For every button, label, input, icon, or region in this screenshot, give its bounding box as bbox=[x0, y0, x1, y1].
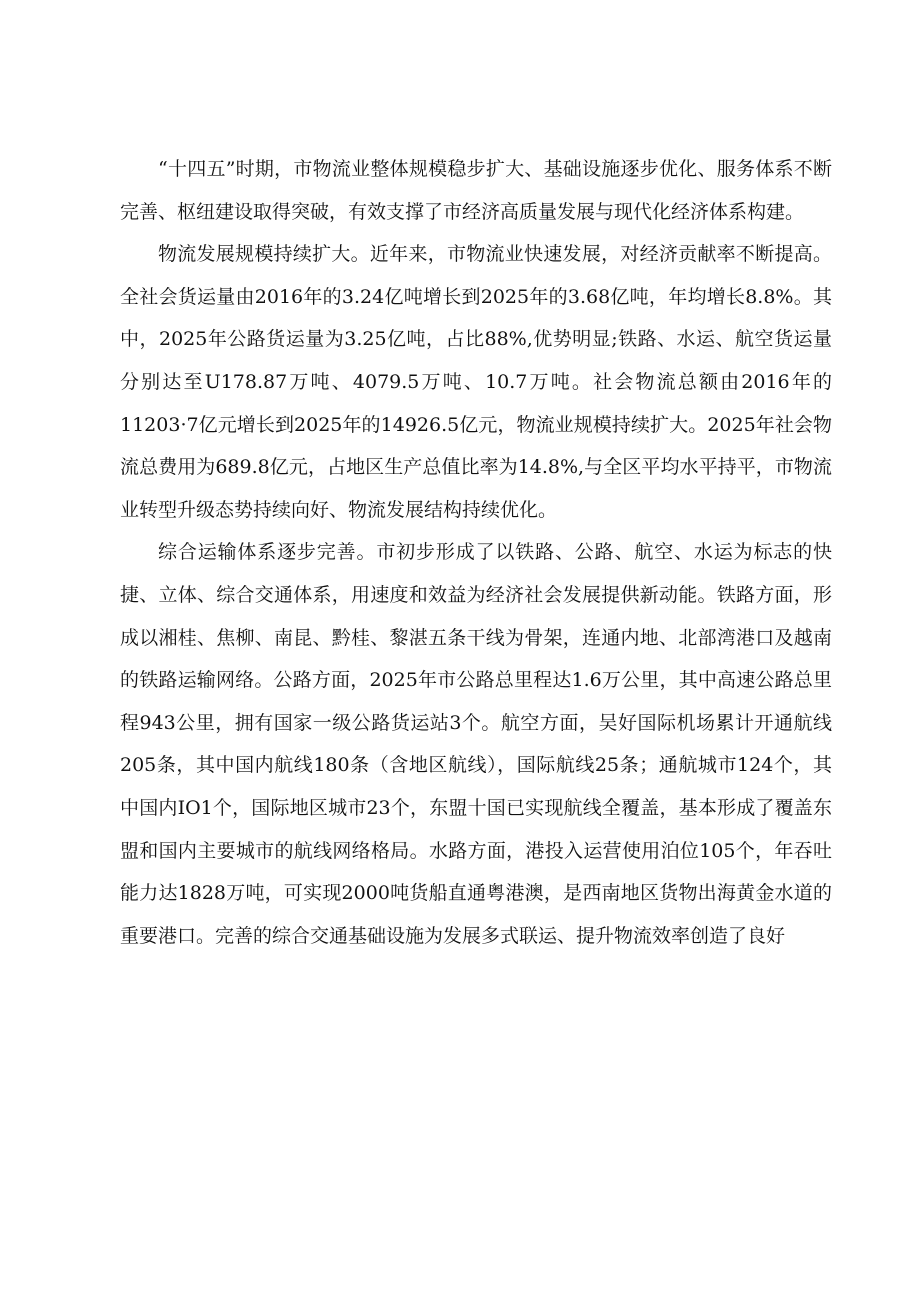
paragraph-overview: “十四五”时期，市物流业整体规模稳步扩大、基础设施逐步优化、服务体系不断完善、枢纽建设取得突破，有效支撑了市经济高质量发展与现代化经济体系构建。 bbox=[120, 158, 832, 223]
document-body bbox=[120, 148, 832, 957]
paragraph-transport-system: 综合运输体系逐步完善。市初步形成了以铁路、公路、航空、水运为标志的快捷、立体、综合交通体系，用速度和效益为经济社会发展提供新动能。铁路方面，形成以湘桂、焦柳、南昆、黔桂、黎湛五条干线为骨架，连通内地、北部湾港口及越南的铁路运输网络。公路方面，2025年市公路总里程达1.6万公里，其中高速公路总里程943公里，拥有国家一级公路货运站3个。航空方面，吴好国际机场累计开通航线205条，其中国内航线180条（含地区航线），国际航线25条；通航城市124个，其中国内IO1个，国际地区城市23个，东盟十国已实现航线全覆盖，基本形成了覆盖东盟和国内主要城市的航线网络格局。水路方面，港投入运营使用泊位105个，年吞吐能力达1828万吨，可实现2000吨货船直通粤港澳，是西南地区货物出海黄金水道的重要港口。完善的综合交通基础设施为发展多式联运、提升物流效率创造了良好 bbox=[120, 541, 832, 947]
paragraph-logistics-scale: 物流发展规模持续扩大。近年来，市物流业快速发展，对经济贡献率不断提高。全社会货运量由2016年的3.24亿吨增长到2025年的3.68亿吨，年均增长8.8%。其中，2025年公路货运量为3.25亿吨，占比88%,优势明显;铁路、水运、航空货运量分别达至U178.87万吨、4079.5万吨、10.7万吨。社会物流总额由2016年的11203·7亿元增长到2025年的14926.5亿元，物流业规模持续扩大。2025年社会物流总费用为689.8亿元，占地区生产总值比率为14.8%,与全区平均水平持平，市物流业转型升级态势持续向好、物流发展结构持续优化。 bbox=[120, 243, 832, 521]
